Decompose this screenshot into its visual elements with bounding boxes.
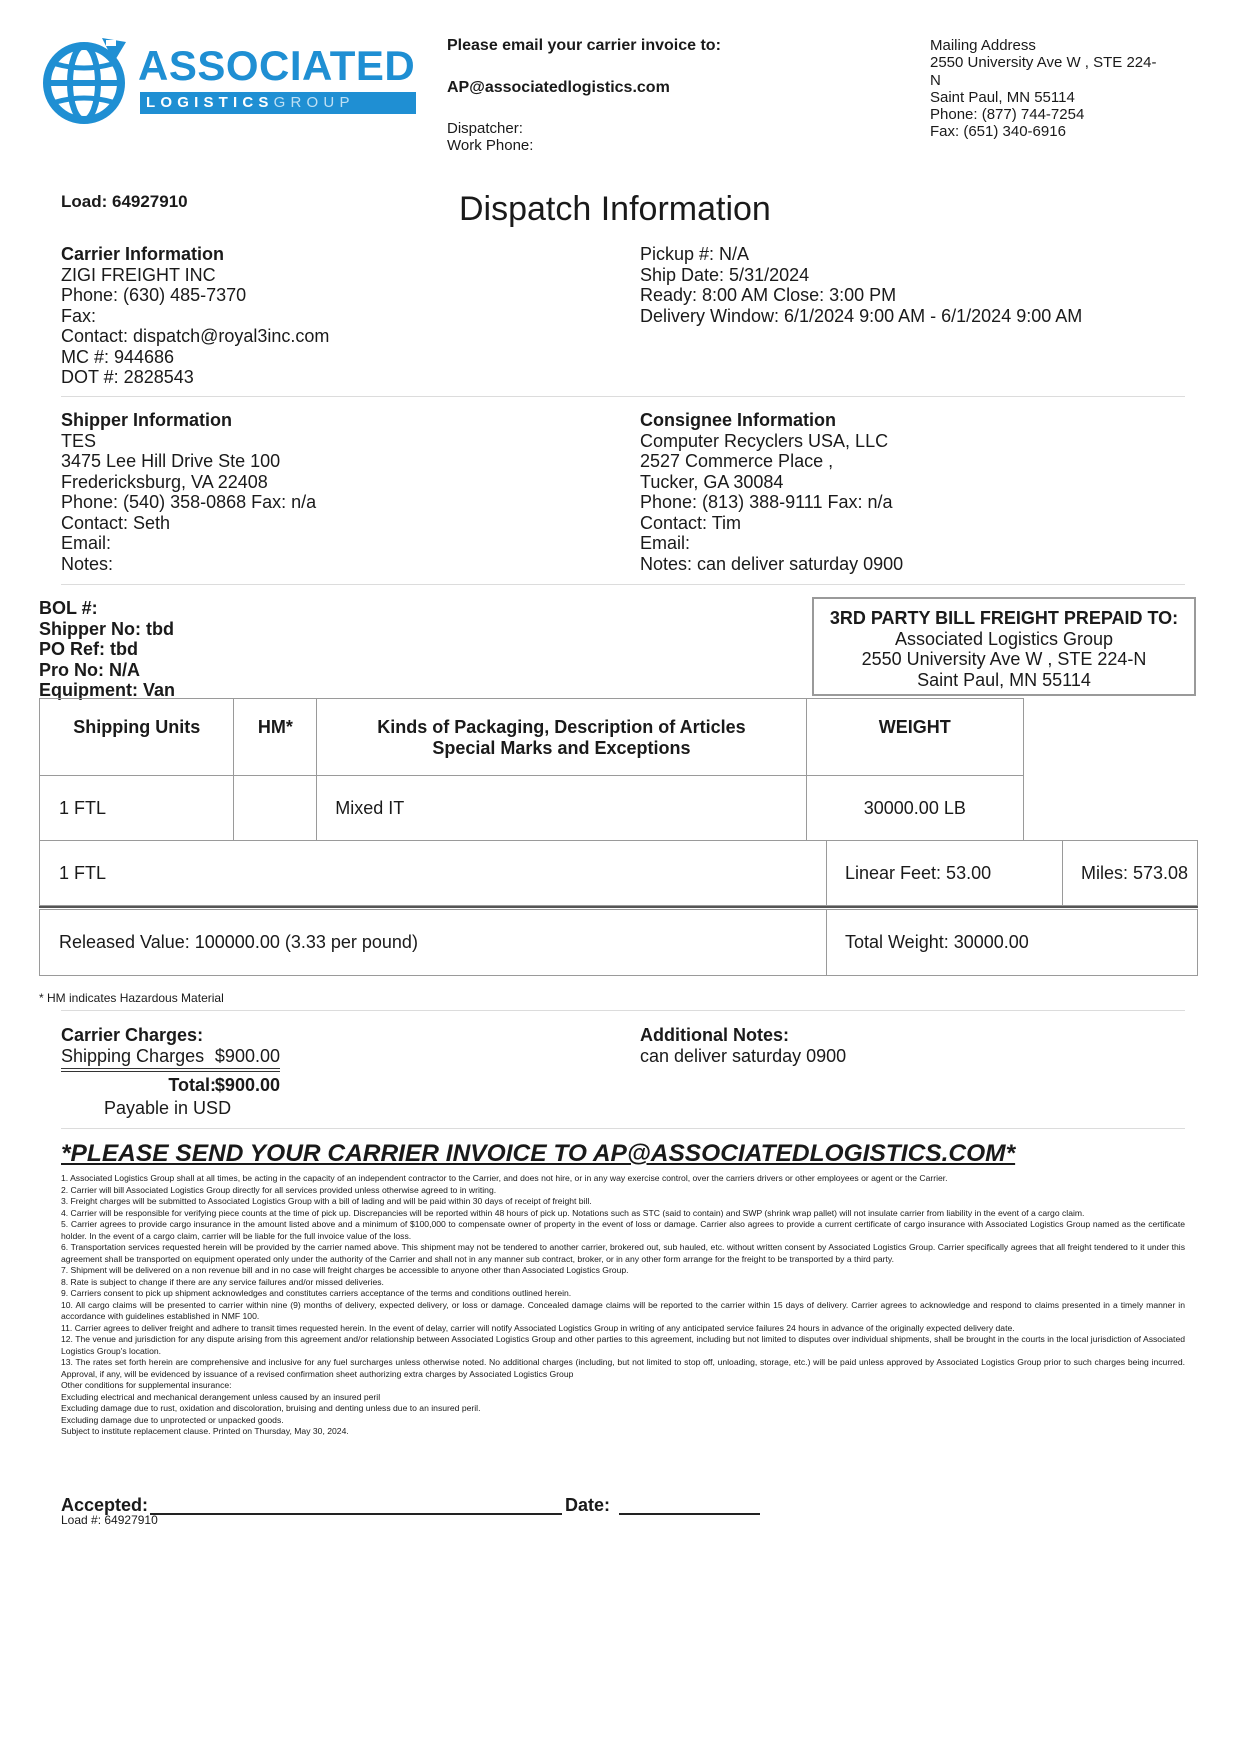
mailing-line: Mailing Address — [930, 37, 1036, 54]
third-party-line: 2550 University Ave W , STE 224-N — [861, 649, 1147, 669]
terms-item: 9. Carriers consent to pick up shipment acknowledges and constitutes carriers acceptance of the terms and conditions outlined herein. — [61, 1288, 572, 1298]
shipper-line: 3475 Lee Hill Drive Ste 100 — [61, 451, 281, 471]
carrier-line: Phone: (630) 485-7370 — [61, 285, 247, 305]
table-row — [40, 776, 1024, 841]
charges-total-value: $900.00 — [214, 1075, 280, 1095]
third-party-heading: 3RD PARTY BILL FREIGHT PREPAID TO: — [829, 608, 1179, 628]
footer-load-number: Load #: 64927910 — [61, 1513, 158, 1527]
dispatcher-label: Dispatcher: — [447, 120, 523, 137]
terms-item: 3. Freight charges will be submitted to Associated Logistics Group with a bill of lading and will be paid within 30 days of receipt of freight bill. — [61, 1196, 592, 1206]
carrier-line: MC #: 944686 — [61, 346, 175, 367]
third-party-bill-box — [812, 597, 1196, 696]
table-header-row — [40, 699, 1024, 776]
accepted-signature-line[interactable] — [150, 1513, 562, 1515]
charges-item-label: Shipping Charges — [61, 1046, 205, 1066]
shipper-line: Phone: (540) 358-0868 Fax: n/a — [61, 492, 317, 512]
logo-subtitle-bar — [140, 92, 416, 114]
col-shipping-units: Shipping Units — [40, 699, 234, 776]
divider — [61, 396, 1185, 397]
summary-linear-feet: Linear Feet: 53.00 — [827, 841, 1063, 906]
mailing-line: Saint Paul, MN 55114 — [930, 88, 1075, 106]
col-description — [317, 699, 806, 776]
carrier-line: ZIGI FREIGHT INC — [61, 264, 216, 285]
logo-sub-left: LOGISTICS — [146, 94, 274, 111]
terms-item: 8. Rate is subject to change if there are any service failures and/or missed deliveries. — [61, 1276, 384, 1287]
col-hm: HM* — [234, 699, 317, 776]
total-weight: Total Weight: 30000.00 — [827, 910, 1198, 976]
terms-and-conditions — [61, 1173, 1185, 1438]
summary-units: 1 FTL — [40, 841, 827, 906]
additional-notes-text: can deliver saturday 0900 — [640, 1046, 847, 1066]
cell-weight: 30000.00 LB — [806, 776, 1023, 841]
additional-notes-heading: Additional Notes: — [640, 1025, 789, 1045]
value-row — [40, 910, 1198, 976]
carrier-heading: Carrier Information — [61, 244, 225, 264]
payable-currency: Payable in USD — [104, 1098, 232, 1118]
shipper-line: TES — [61, 430, 97, 451]
date-label: Date: — [565, 1495, 611, 1515]
released-value: Released Value: 100000.00 (3.33 per pound) — [40, 910, 827, 976]
terms-item: 7. Shipment will be delivered on a non revenue bill and in no case will freight charges be accessible to anyone other than Associated Logistics Group. — [61, 1265, 629, 1275]
bol-line: Shipper No: tbd — [39, 618, 174, 639]
consignee-line: 2527 Commerce Place , — [640, 451, 834, 471]
company-logo — [40, 36, 425, 126]
shipper-info — [61, 410, 316, 574]
charges-total-label: Total: — [168, 1075, 216, 1095]
pickup-line: Pickup #: N/A — [640, 244, 750, 264]
bol-line: Pro No: N/A — [39, 659, 140, 680]
mailing-line: 2550 University Ave W , STE 224- — [930, 54, 1157, 72]
cell-hm — [234, 776, 317, 841]
terms-item: 1. Associated Logistics Group shall at all times, be acting in the capacity of an independent contractor to the Carrier, and does not hire, or in any way exercise control, over the carriers drivers or other employees or agent or the Carrier. — [61, 1173, 948, 1183]
third-party-line: Saint Paul, MN 55114 — [917, 669, 1091, 690]
load-number: Load: 64927910 — [61, 192, 188, 211]
terms-item: 4. Carrier will be responsible for verifying piece counts at the time of pick up. Discrepancies will be reported within 48 hours of pick up. Notations such as STC (said to contain) and SWP (shrink wrap pallet) will not insulate carrier from liability in the event of a cargo claim. — [61, 1207, 1085, 1218]
terms-item: 5. Carrier agrees to provide cargo insurance in the amount listed above and a minimum of $100,000 to compensate owner of property in the event of loss or damage. Carrier also agrees to provide a current certificate of cargo insurance with Associated Logistics Group named as the certificate holder. In the event of a cargo claim, carrier will be liable for the full invoice value of the loss. — [61, 1219, 1185, 1241]
table-double-rule — [39, 906, 1198, 908]
invoice-note: Please email your carrier invoice to: — [447, 37, 721, 54]
consignee-line: Tucker, GA 30084 — [640, 471, 784, 492]
divider — [61, 1128, 1185, 1129]
shipper-line: Contact: Seth — [61, 512, 171, 533]
consignee-line: Email: — [640, 533, 691, 553]
consignee-line: Computer Recyclers USA, LLC — [640, 430, 889, 451]
consignee-line: Notes: can deliver saturday 0900 — [640, 553, 904, 574]
shipper-line: Email: — [61, 533, 112, 553]
terms-item: 10. All cargo claims will be presented to carrier within nine (9) months of delivery, expected delivery, or loss or damage. Concealed damage claims will be reported to the carrier within 15 days of delivery. Carrier agrees to acknowledge and respond to claims presented in a timely manner in accordance with guidelines established in NMF 100. — [61, 1299, 1185, 1321]
divider — [61, 584, 1185, 585]
col-description-line1: Kinds of Packaging, Description of Articles — [377, 717, 746, 737]
summary-table — [39, 840, 1198, 906]
consignee-line: Phone: (813) 388-9111 Fax: n/a — [640, 492, 893, 512]
terms-item: Excluding damage due to rust, oxidation and discoloration, bruising and denting unless due to an insured peril. — [61, 1403, 481, 1413]
pickup-line: Delivery Window: 6/1/2024 9:00 AM - 6/1/2024 9:00 AM — [640, 305, 1083, 326]
divider — [61, 1010, 1185, 1011]
terms-item: Excluding damage due to unprotected or unpacked goods. — [61, 1414, 284, 1425]
third-party-line: Associated Logistics Group — [894, 628, 1114, 649]
hm-note: * HM indicates Hazardous Material — [39, 991, 224, 1005]
cell-description: Mixed IT — [317, 776, 806, 841]
globe-icon — [40, 36, 132, 128]
pickup-line: Ship Date: 5/31/2024 — [640, 264, 810, 285]
carrier-line: Contact: dispatch@royal3inc.com — [61, 326, 330, 346]
terms-item: 12. The venue and jurisdiction for any dispute arising from this agreement and/or relationship between Associated Logistics Group and other parties to this agreement, including but not limited to disputes over individual shipments, shall be brought in the courts in the local jurisdiction of Associated Logistics Group's location. — [61, 1334, 1185, 1356]
mailing-line: Phone: (877) 744-7254 — [930, 106, 1085, 124]
shipment-table — [39, 698, 1024, 841]
shipper-heading: Shipper Information — [61, 410, 232, 430]
terms-item: 11. Carrier agrees to deliver freight and adhere to transit times requested herein. In the event of delay, carrier will notify Associated Logistics Group in writing of any anticipated service failures 24 hours in advance of the originally expected delivery date. — [61, 1322, 1015, 1333]
bol-line: PO Ref: tbd — [39, 639, 138, 659]
summary-miles: Miles: 573.08 — [1063, 841, 1198, 906]
mailing-line: Fax: (651) 340-6916 — [930, 123, 1066, 141]
carrier-line: Fax: — [61, 305, 97, 326]
work-phone-label: Work Phone: — [447, 137, 534, 154]
terms-item: Other conditions for supplemental insurance: — [61, 1380, 232, 1390]
terms-item: Excluding electrical and mechanical derangement unless caused by an insured peril — [61, 1391, 381, 1402]
shipper-line: Fredericksburg, VA 22408 — [61, 471, 268, 492]
value-table — [39, 909, 1198, 976]
bol-line: Equipment: Van — [39, 680, 176, 700]
date-signature-line[interactable] — [619, 1513, 760, 1515]
logo-name: ASSOCIATED — [138, 42, 416, 89]
carrier-info — [61, 244, 329, 388]
col-weight: WEIGHT — [806, 699, 1023, 776]
consignee-info — [640, 410, 903, 574]
shipper-line: Notes: — [61, 553, 114, 574]
terms-item: Subject to institute replacement clause. Printed on Thursday, May 30, 2024. — [61, 1426, 349, 1436]
consignee-line: Contact: Tim — [640, 512, 742, 533]
mailing-address — [930, 37, 1157, 141]
pickup-line: Ready: 8:00 AM Close: 3:00 PM — [640, 285, 897, 305]
consignee-heading: Consignee Information — [640, 410, 837, 430]
pickup-info — [640, 244, 1082, 326]
invoice-banner: *PLEASE SEND YOUR CARRIER INVOICE TO AP@ASSOCIATEDLOGISTICS.COM* — [61, 1140, 1016, 1167]
bol-line: BOL #: — [39, 598, 98, 618]
accepted-label: Accepted: — [61, 1495, 149, 1515]
col-description-line2: Special Marks and Exceptions — [432, 738, 691, 758]
charges-item-value: $900.00 — [214, 1046, 280, 1066]
charges-item — [61, 1046, 280, 1072]
terms-item: 2. Carrier will bill Associated Logistics Group directly for all services provided unless otherwise agreed to in writing. — [61, 1184, 497, 1195]
cell-units: 1 FTL — [40, 776, 234, 841]
mailing-line: N — [930, 71, 941, 89]
summary-row — [40, 841, 1198, 906]
carrier-line: DOT #: 2828543 — [61, 367, 194, 387]
invoice-email[interactable]: AP@associatedlogistics.com — [447, 79, 670, 96]
terms-item: 13. The rates set forth herein are comprehensive and inclusive for any fuel surcharges unless otherwise noted. No additional charges (including, but not limited to stop off, unloading, storage, etc.) will be paid unless approved by Associated Logistics Group prior to such charges being incurred. Approval, if any, will be evidenced by issuance of a revised confirmation sheet authorizing extra charges by Associated Logistics Group — [61, 1357, 1185, 1379]
charges-heading: Carrier Charges: — [61, 1025, 204, 1045]
logo-sub-right: GROUP — [273, 94, 355, 111]
page-title: Dispatch Information — [459, 190, 771, 228]
bol-info — [39, 598, 175, 701]
terms-item: 6. Transportation services requested herein will be provided by the carrier named above. This shipment may not be tendered to another carrier, brokered out, sub hauled, etc. without written consent by Associated Logistics Group. Carrier specifically agrees that all freight tendered to it under this agreement shall be transported on equipment operated only under the authority of the Carrier and shall not in any manner sub contract, broker, or in any other form arrange for the freight to be transported by a third party. — [61, 1242, 1185, 1264]
